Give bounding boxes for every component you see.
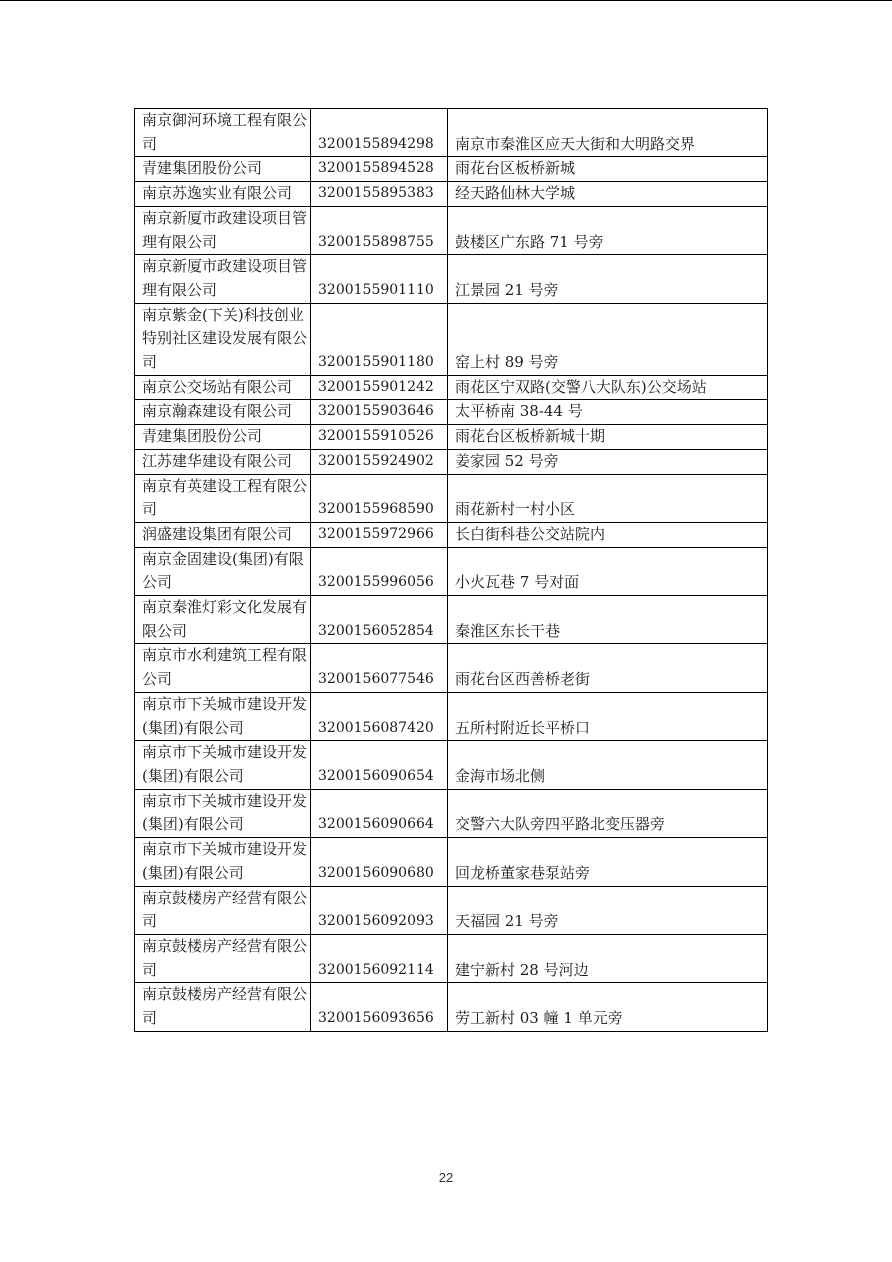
code-cell: 3200155972966: [311, 522, 448, 547]
table-row: [135, 934, 768, 982]
address-cell: 雨花新村一村小区: [448, 474, 768, 522]
company-name-cell: 南京市下关城市建设开发(集团)有限公司: [135, 789, 311, 837]
company-name-cell: 江苏建华建设有限公司: [135, 449, 311, 474]
company-name-cell: 南京御河环境工程有限公司: [135, 109, 311, 157]
address-cell: 姜家园 52 号旁: [448, 449, 768, 474]
code-cell: 3200155924902: [311, 449, 448, 474]
table-row: [135, 838, 768, 886]
table-row: [135, 983, 768, 1031]
company-name-cell: 南京鼓楼房产经营有限公司: [135, 983, 311, 1031]
table-row: [135, 789, 768, 837]
company-name-cell: 润盛建设集团有限公司: [135, 522, 311, 547]
company-name-cell: 南京新厦市政建设项目管理有限公司: [135, 206, 311, 254]
address-cell: 建宁新村 28 号河边: [448, 934, 768, 982]
code-cell: 3200155996056: [311, 547, 448, 595]
code-cell: 3200155898755: [311, 206, 448, 254]
company-name-cell: 南京苏逸实业有限公司: [135, 182, 311, 207]
code-cell: 3200155901242: [311, 375, 448, 400]
address-cell: 交警六大队旁四平路北变压器旁: [448, 789, 768, 837]
company-name-cell: 南京市下关城市建设开发(集团)有限公司: [135, 692, 311, 740]
company-name-cell: 南京瀚森建设有限公司: [135, 400, 311, 425]
table-row: [135, 425, 768, 450]
table-row: [135, 157, 768, 182]
address-cell: 小火瓦巷 7 号对面: [448, 547, 768, 595]
address-cell: 鼓楼区广东路 71 号旁: [448, 206, 768, 254]
table-row: [135, 303, 768, 375]
company-name-cell: 南京市水利建筑工程有限公司: [135, 644, 311, 692]
company-name-cell: 青建集团股份公司: [135, 157, 311, 182]
address-cell: 江景园 21 号旁: [448, 255, 768, 303]
address-cell: 窑上村 89 号旁: [448, 303, 768, 375]
code-cell: 3200156093656: [311, 983, 448, 1031]
address-cell: 南京市秦淮区应天大街和大明路交界: [448, 109, 768, 157]
table-row: [135, 400, 768, 425]
table-row: [135, 474, 768, 522]
address-cell: 长白街科巷公交站院内: [448, 522, 768, 547]
address-cell: 天福园 21 号旁: [448, 886, 768, 934]
code-cell: 3200155901110: [311, 255, 448, 303]
address-cell: 秦淮区东长干巷: [448, 596, 768, 644]
code-cell: 3200156090680: [311, 838, 448, 886]
table-row: [135, 886, 768, 934]
table-row: [135, 109, 768, 157]
code-cell: 3200155903646: [311, 400, 448, 425]
code-cell: 3200156052854: [311, 596, 448, 644]
table-row: [135, 522, 768, 547]
table-row: [135, 255, 768, 303]
code-cell: 3200155894528: [311, 157, 448, 182]
company-name-cell: 南京新厦市政建设项目管理有限公司: [135, 255, 311, 303]
company-name-cell: 南京秦淮灯彩文化发展有限公司: [135, 596, 311, 644]
table-row: [135, 182, 768, 207]
page-top-border: [0, 0, 892, 1]
code-cell: 3200156090654: [311, 741, 448, 789]
code-cell: 3200155901180: [311, 303, 448, 375]
address-cell: 雨花台区板桥新城十期: [448, 425, 768, 450]
company-name-cell: 南京鼓楼房产经营有限公司: [135, 934, 311, 982]
table-row: [135, 449, 768, 474]
address-cell: 回龙桥董家巷泵站旁: [448, 838, 768, 886]
code-cell: 3200156090664: [311, 789, 448, 837]
code-cell: 3200156087420: [311, 692, 448, 740]
code-cell: 3200156092114: [311, 934, 448, 982]
company-name-cell: 南京紫金(下关)科技创业特别社区建设发展有限公司: [135, 303, 311, 375]
table-body: [135, 109, 768, 1032]
address-cell: 五所村附近长平桥口: [448, 692, 768, 740]
address-cell: 太平桥南 38-44 号: [448, 400, 768, 425]
company-name-cell: 南京金固建设(集团)有限公司: [135, 547, 311, 595]
address-cell: 劳工新村 03 幢 1 单元旁: [448, 983, 768, 1031]
table-row: [135, 596, 768, 644]
address-cell: 金海市场北侧: [448, 741, 768, 789]
data-table: [134, 108, 768, 1032]
code-cell: 3200155895383: [311, 182, 448, 207]
code-cell: 3200155910526: [311, 425, 448, 450]
table-row: [135, 547, 768, 595]
code-cell: 3200156092093: [311, 886, 448, 934]
address-cell: 雨花台区板桥新城: [448, 157, 768, 182]
code-cell: 3200155894298: [311, 109, 448, 157]
company-name-cell: 南京鼓楼房产经营有限公司: [135, 886, 311, 934]
code-cell: 3200155968590: [311, 474, 448, 522]
page-number: 22: [438, 1170, 454, 1185]
company-name-cell: 南京市下关城市建设开发(集团)有限公司: [135, 741, 311, 789]
code-cell: 3200156077546: [311, 644, 448, 692]
address-cell: 雨花台区西善桥老街: [448, 644, 768, 692]
table-row: [135, 644, 768, 692]
address-cell: 雨花区宁双路(交警八大队东)公交场站: [448, 375, 768, 400]
address-cell: 经天路仙林大学城: [448, 182, 768, 207]
table-row: [135, 692, 768, 740]
company-name-cell: 南京市下关城市建设开发(集团)有限公司: [135, 838, 311, 886]
table-row: [135, 741, 768, 789]
company-name-cell: 青建集团股份公司: [135, 425, 311, 450]
table-row: [135, 375, 768, 400]
company-name-cell: 南京公交场站有限公司: [135, 375, 311, 400]
company-name-cell: 南京有英建设工程有限公司: [135, 474, 311, 522]
table-row: [135, 206, 768, 254]
